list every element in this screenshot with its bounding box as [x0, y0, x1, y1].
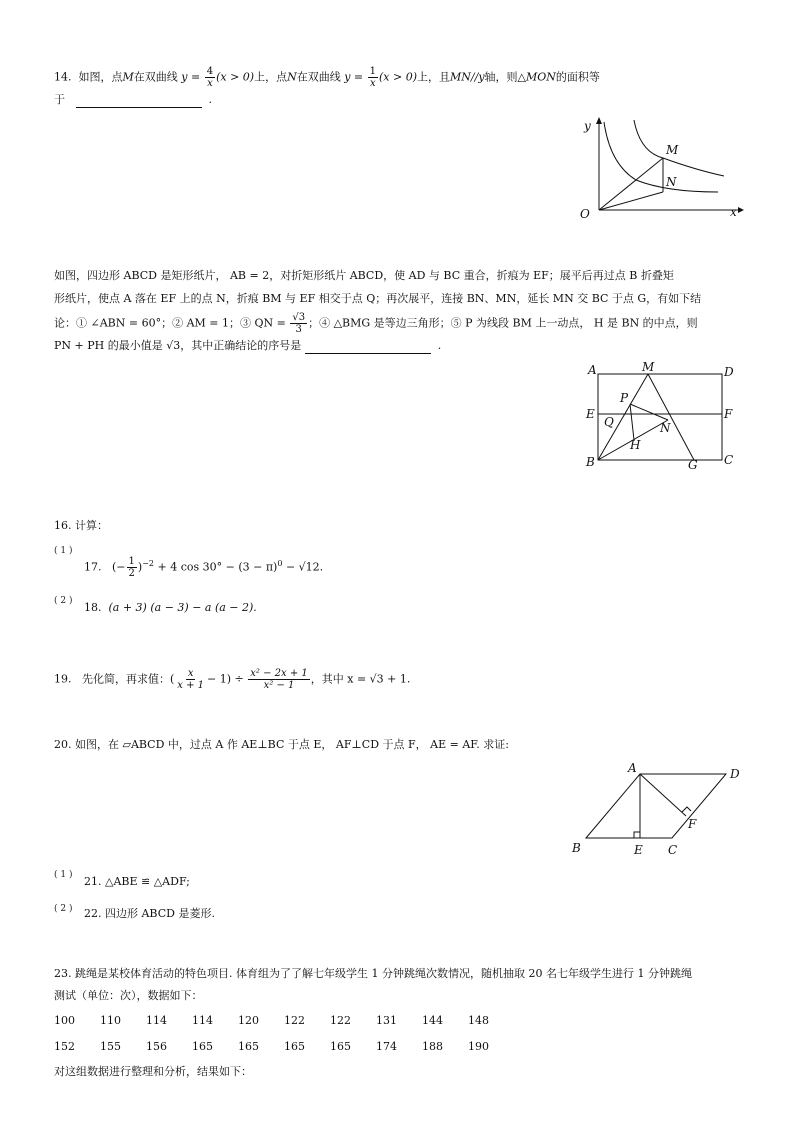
q23-value: 165 [192, 1040, 213, 1053]
q15-line1: 如图，四边形 ABCD 是矩形纸片， AB = 2，对折矩形纸片 ABCD，使 AD 与 BC 重合，折痕为 EF；展平后再过点 B 折叠矩 [54, 269, 674, 282]
q14-segment-om [599, 158, 663, 210]
q20-label-c: C [668, 843, 678, 857]
q16-part1-index: ( 1 ) [54, 546, 73, 556]
q15-figure [584, 360, 740, 472]
q23-value: 148 [468, 1014, 489, 1027]
q19-frac-b: $\frac{\text{x² − 2x + 1}}{\text{x² − 1}}$ [250, 668, 308, 691]
q20-part1: 21. △ABE ≌ △ADF; [84, 875, 190, 888]
q23-value: 152 [54, 1040, 75, 1053]
q14-line2: 于 . [54, 93, 212, 106]
q20-line: 20. 如图，在 ▱ABCD 中，过点 A 作 AE⊥BC 于点 E， AF⊥CD 于点 F， AE = AF. 求证: [54, 738, 509, 751]
q23-value: 120 [238, 1014, 259, 1027]
q19-frac-a: $\frac{x}{x + 1}$ [177, 668, 205, 691]
q20-segment-af [640, 774, 686, 816]
q14-y-arrow-icon [596, 117, 602, 124]
q23-value: 165 [330, 1040, 351, 1053]
q15-label-p: P [620, 391, 629, 405]
q23-value: 122 [330, 1014, 351, 1027]
q23-value: 131 [376, 1014, 397, 1027]
q23-value: 165 [238, 1040, 259, 1053]
q14-line1: 14. 如图，点M在双曲线 y = $\frac{4}{x}$ (x > 0)上，点N在双曲线 y = $\frac{1}{x}$ (x > 0)上，且MN//y轴，则△MON的面积等 [54, 66, 600, 89]
q15-label-m: M [642, 360, 655, 374]
q16-part1-expression: 17. (− $\frac{1}{2}$ )$^{-2}$ + 4 $\cos 30^\circ - (3 - \pi)^0 - √12$. [84, 556, 324, 580]
q16-half-frac: $\frac{1}{2}$ [128, 556, 135, 580]
q20-label-d: D [730, 767, 740, 781]
q20-label-e: E [634, 843, 643, 857]
q14-frac-1: $\frac{4}{x}$ [206, 66, 214, 89]
q14-x-arrow-icon [738, 207, 744, 213]
q23-value: 188 [422, 1040, 443, 1053]
q15-label-e: E [586, 407, 595, 421]
q23-value: 114 [192, 1014, 213, 1027]
q20-right-angle-f-icon [682, 807, 691, 812]
q15-label-q: Q [604, 415, 614, 429]
q14-segment-on [599, 192, 663, 210]
q20-part1-index: ( 1 ) [54, 870, 73, 880]
q16-title: 16. 计算： [54, 519, 108, 532]
q20-part2-index: ( 2 ) [54, 904, 73, 914]
q14-label-x: x [730, 205, 737, 219]
q23-value: 114 [146, 1014, 167, 1027]
q23-value: 110 [100, 1014, 121, 1027]
q15-answer-blank[interactable] [305, 341, 431, 354]
q23-value: 122 [284, 1014, 305, 1027]
q14-label-y: y [584, 119, 591, 133]
q15-label-f: F [724, 407, 733, 421]
q20-label-a: A [628, 761, 637, 775]
q15-label-h: H [630, 438, 641, 452]
q15-line3: 论：① ∠ABN = 60°；② AM = 1；③ QN = $\frac{√3}{3}$ ；④ △BMG 是等边三角形；⑤ P 为线段 BM 上一动点， H 是 BN 的中点，则 [54, 312, 698, 335]
q15-line4: PN + PH 的最小值是 √3，其中正确结论的序号是 . [54, 339, 442, 352]
q23-value: 174 [376, 1040, 397, 1053]
q20-label-f: F [688, 817, 697, 831]
q20-part2: 22. 四边形 ABCD 是菱形. [84, 907, 215, 920]
q23-footer: 对这组数据进行整理和分析，结果如下： [54, 1065, 252, 1078]
q15-label-d: D [724, 365, 734, 379]
q15-label-c: C [724, 453, 734, 467]
q14-figure [566, 112, 746, 230]
q14-label-n: N [666, 175, 677, 189]
q16-part2-index: ( 2 ) [54, 596, 73, 606]
q23-line2: 测试（单位：次），数据如下： [54, 989, 203, 1002]
q23-line1: 23. 跳绳是某校体育活动的特色项目. 体育组为了了解七年级学生 1 分钟跳绳次数情况，随机抽取 20 名七年级学生进行 1 分钟跳绳 [54, 967, 692, 980]
q19-line: 19. 先化简，再求值：( $\frac{x}{x + 1}$ − 1) ÷ $\frac{\text{x² − 2x + 1}}{\text{x² − 1}}$ ，其中 x = √3 + 1. [54, 668, 411, 691]
q20-right-angle-e-icon [634, 832, 640, 838]
q20-label-b: B [572, 841, 581, 855]
q14-curve-m [634, 120, 724, 176]
q14-label-o: O [580, 207, 590, 221]
q15-line2: 形纸片，使点 A 落在 EF 上的点 N，折痕 BM 与 EF 相交于点 Q；再次展平，连接 BN、MN，延长 MN 交 BC 于点 G，有如下结 [54, 292, 702, 305]
q23-value: 155 [100, 1040, 121, 1053]
q14-label-m: M [666, 143, 679, 157]
q14-frac-2: $\frac{1}{x}$ [369, 66, 377, 89]
q15-label-a: A [588, 363, 597, 377]
q23-data-row-1 [54, 1014, 514, 1027]
q15-label-n: N [660, 421, 671, 435]
q23-value: 190 [468, 1040, 489, 1053]
q23-value: 156 [146, 1040, 167, 1053]
q15-label-b: B [586, 455, 595, 469]
q14-answer-blank[interactable] [76, 95, 202, 108]
q20-figure [566, 760, 776, 860]
q20-parallelogram-abcd [586, 774, 726, 838]
q15-segment-pn [630, 404, 668, 420]
q23-data-row-2 [54, 1040, 514, 1053]
q16-part2-expression: 18. (a + 3) (a − 3) − a (a − 2). [84, 601, 257, 614]
q15-frac: $\frac{√3}{3}$ [292, 312, 306, 335]
q15-label-g: G [688, 458, 698, 472]
q23-value: 165 [284, 1040, 305, 1053]
q23-value: 100 [54, 1014, 75, 1027]
q15-segment-mg [648, 374, 694, 460]
q23-value: 144 [422, 1014, 443, 1027]
q15-segment-ph [630, 404, 634, 440]
